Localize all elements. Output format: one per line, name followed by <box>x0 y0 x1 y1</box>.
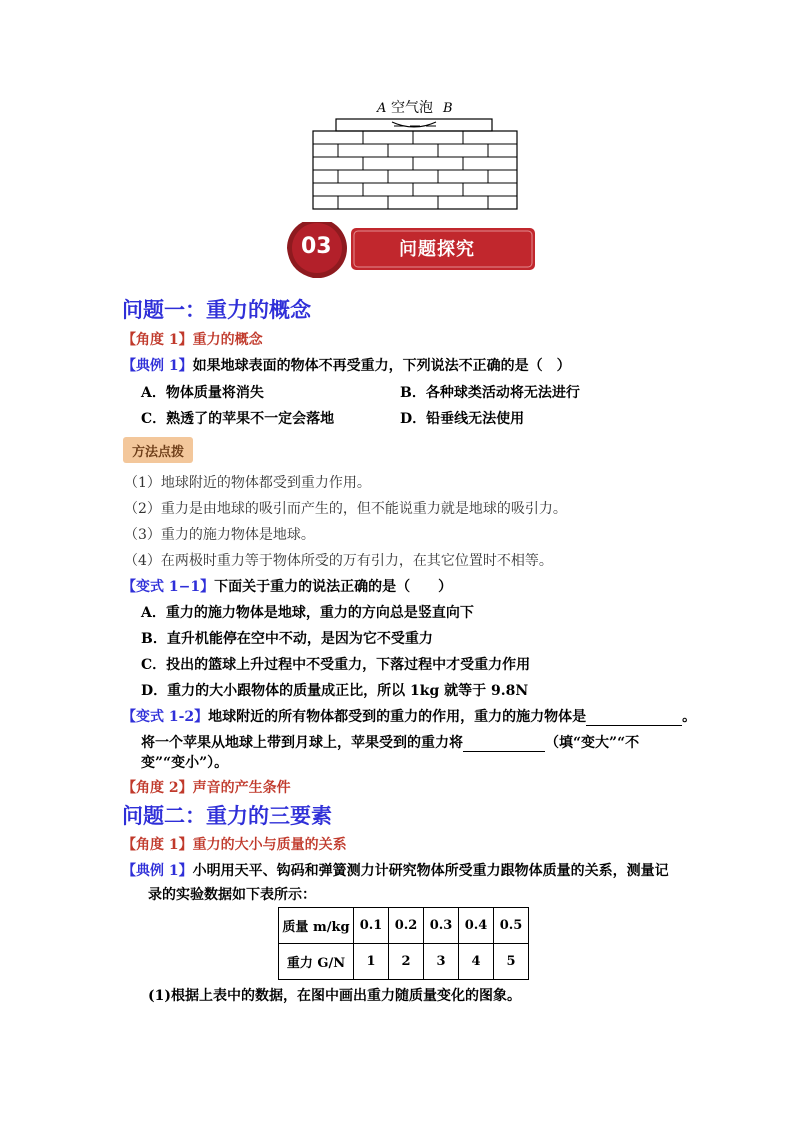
s2-example-1-line-2: 录的实验数据如下表所示： <box>148 887 316 903</box>
table-row-gravity <box>279 944 529 980</box>
angle-2-row <box>122 777 291 797</box>
variant-1-2-row-2 <box>141 732 639 752</box>
label-bubble: 空气泡 <box>391 100 433 116</box>
table-cell: 5 <box>494 944 529 980</box>
variant-1-2-line-1: 地球附近的所有物体都受到的重力的作用，重力的施力物体是 <box>208 709 587 725</box>
variant-1-1-option-b: B．直升机能停在空中不动，是因为它不受重力 <box>141 631 433 647</box>
method-point-4: （4）在两极时重力等于物体所受的万有引力，在其它位置时不相等。 <box>124 553 553 569</box>
table-header-mass: 质量 m/kg <box>279 908 354 944</box>
s2-example-1-line-1: 小明用天平、钩码和弹簧测力计研究物体所受重力跟物体质量的关系，测量记 <box>192 863 669 879</box>
angle-2-tag: 【角度 2】 <box>122 780 193 796</box>
variant-1-1-question: 下面关于重力的说法正确的是（ ） <box>214 579 453 595</box>
angle-1-text: 重力的概念 <box>192 332 263 348</box>
variant-1-1-tag: 【变式 1−1】 <box>122 579 215 595</box>
s2-example-1-row <box>122 860 669 880</box>
banner-number: 03 <box>301 234 332 259</box>
example-1-option-c: C．熟透了的苹果不一定会落地 <box>141 411 335 427</box>
mass-gravity-table <box>278 907 529 980</box>
angle-1-row <box>122 329 263 349</box>
variant-1-1-option-c: C．投出的篮球上升过程中不受重力，下落过程中才受重力作用 <box>141 657 531 673</box>
variant-1-2-line-2: 将一个苹果从地球上带到月球上，苹果受到的重力将 <box>141 735 463 751</box>
table-cell: 0.4 <box>459 908 494 944</box>
variant-1-1-row <box>122 576 452 596</box>
method-tag-label: 方法点拨 <box>132 445 185 460</box>
example-1-question: 如果地球表面的物体不再受重力，下列说法不正确的是（ ） <box>192 358 571 374</box>
variant-1-2-row <box>122 706 696 726</box>
example-1-row <box>122 355 571 375</box>
variant-1-1-option-d: D．重力的大小跟物体的质量成正比，所以 1kg 就等于 9.8N <box>141 683 529 699</box>
table-cell: 3 <box>424 944 459 980</box>
example-1-option-d: D．铅垂线无法使用 <box>400 411 525 427</box>
method-point-2: （2）重力是由地球的吸引而产生的，但不能说重力就是地球的吸引力。 <box>124 501 567 517</box>
table-cell: 4 <box>459 944 494 980</box>
section-2-heading: 问题二：重力的三要素 <box>122 804 332 828</box>
table-cell: 0.1 <box>354 908 389 944</box>
banner-title: 问题探究 <box>399 239 475 260</box>
s2-angle-1-tag: 【角度 1】 <box>122 837 193 853</box>
section-banner <box>283 222 539 284</box>
table-header-gravity: 重力 G/N <box>279 944 354 980</box>
s2-sub-question-1: (1)根据上表中的数据，在图中画出重力随质量变化的图象。 <box>148 988 521 1004</box>
answer-blank-2[interactable] <box>463 735 545 752</box>
example-1-tag: 【典例 1】 <box>122 358 193 374</box>
angle-1-tag: 【角度 1】 <box>122 332 193 348</box>
level-figure <box>300 92 530 214</box>
label-b: B <box>443 101 453 116</box>
table-cell: 1 <box>354 944 389 980</box>
example-1-option-a: A．物体质量将消失 <box>141 385 264 401</box>
s2-angle-1-text: 重力的大小与质量的关系 <box>192 837 347 853</box>
label-a: A <box>377 101 387 116</box>
method-tag <box>123 437 193 463</box>
variant-1-2-line-2-end: （填“变大”“不 <box>545 735 640 751</box>
example-1-option-b: B．各种球类活动将无法进行 <box>400 385 580 401</box>
variant-1-2-line-1-end: 。 <box>682 709 697 725</box>
method-point-3: （3）重力的施力物体是地球。 <box>124 527 315 543</box>
table-cell: 0.3 <box>424 908 459 944</box>
table-cell: 0.2 <box>389 908 424 944</box>
table-cell: 2 <box>389 944 424 980</box>
method-point-1: （1）地球附近的物体都受到重力作用。 <box>124 475 371 491</box>
variant-1-2-line-3: 变”“变小”）。 <box>141 755 229 771</box>
answer-blank-1[interactable] <box>586 709 682 726</box>
s2-angle-1-row <box>122 834 347 854</box>
table-row-mass <box>279 908 529 944</box>
angle-2-text: 声音的产生条件 <box>192 780 291 796</box>
variant-1-2-tag: 【变式 1-2】 <box>122 709 209 725</box>
section-1-heading: 问题一：重力的概念 <box>122 298 311 322</box>
variant-1-1-option-a: A．重力的施力物体是地球，重力的方向总是竖直向下 <box>141 605 474 621</box>
s2-example-1-tag: 【典例 1】 <box>122 863 193 879</box>
table-cell: 0.5 <box>494 908 529 944</box>
